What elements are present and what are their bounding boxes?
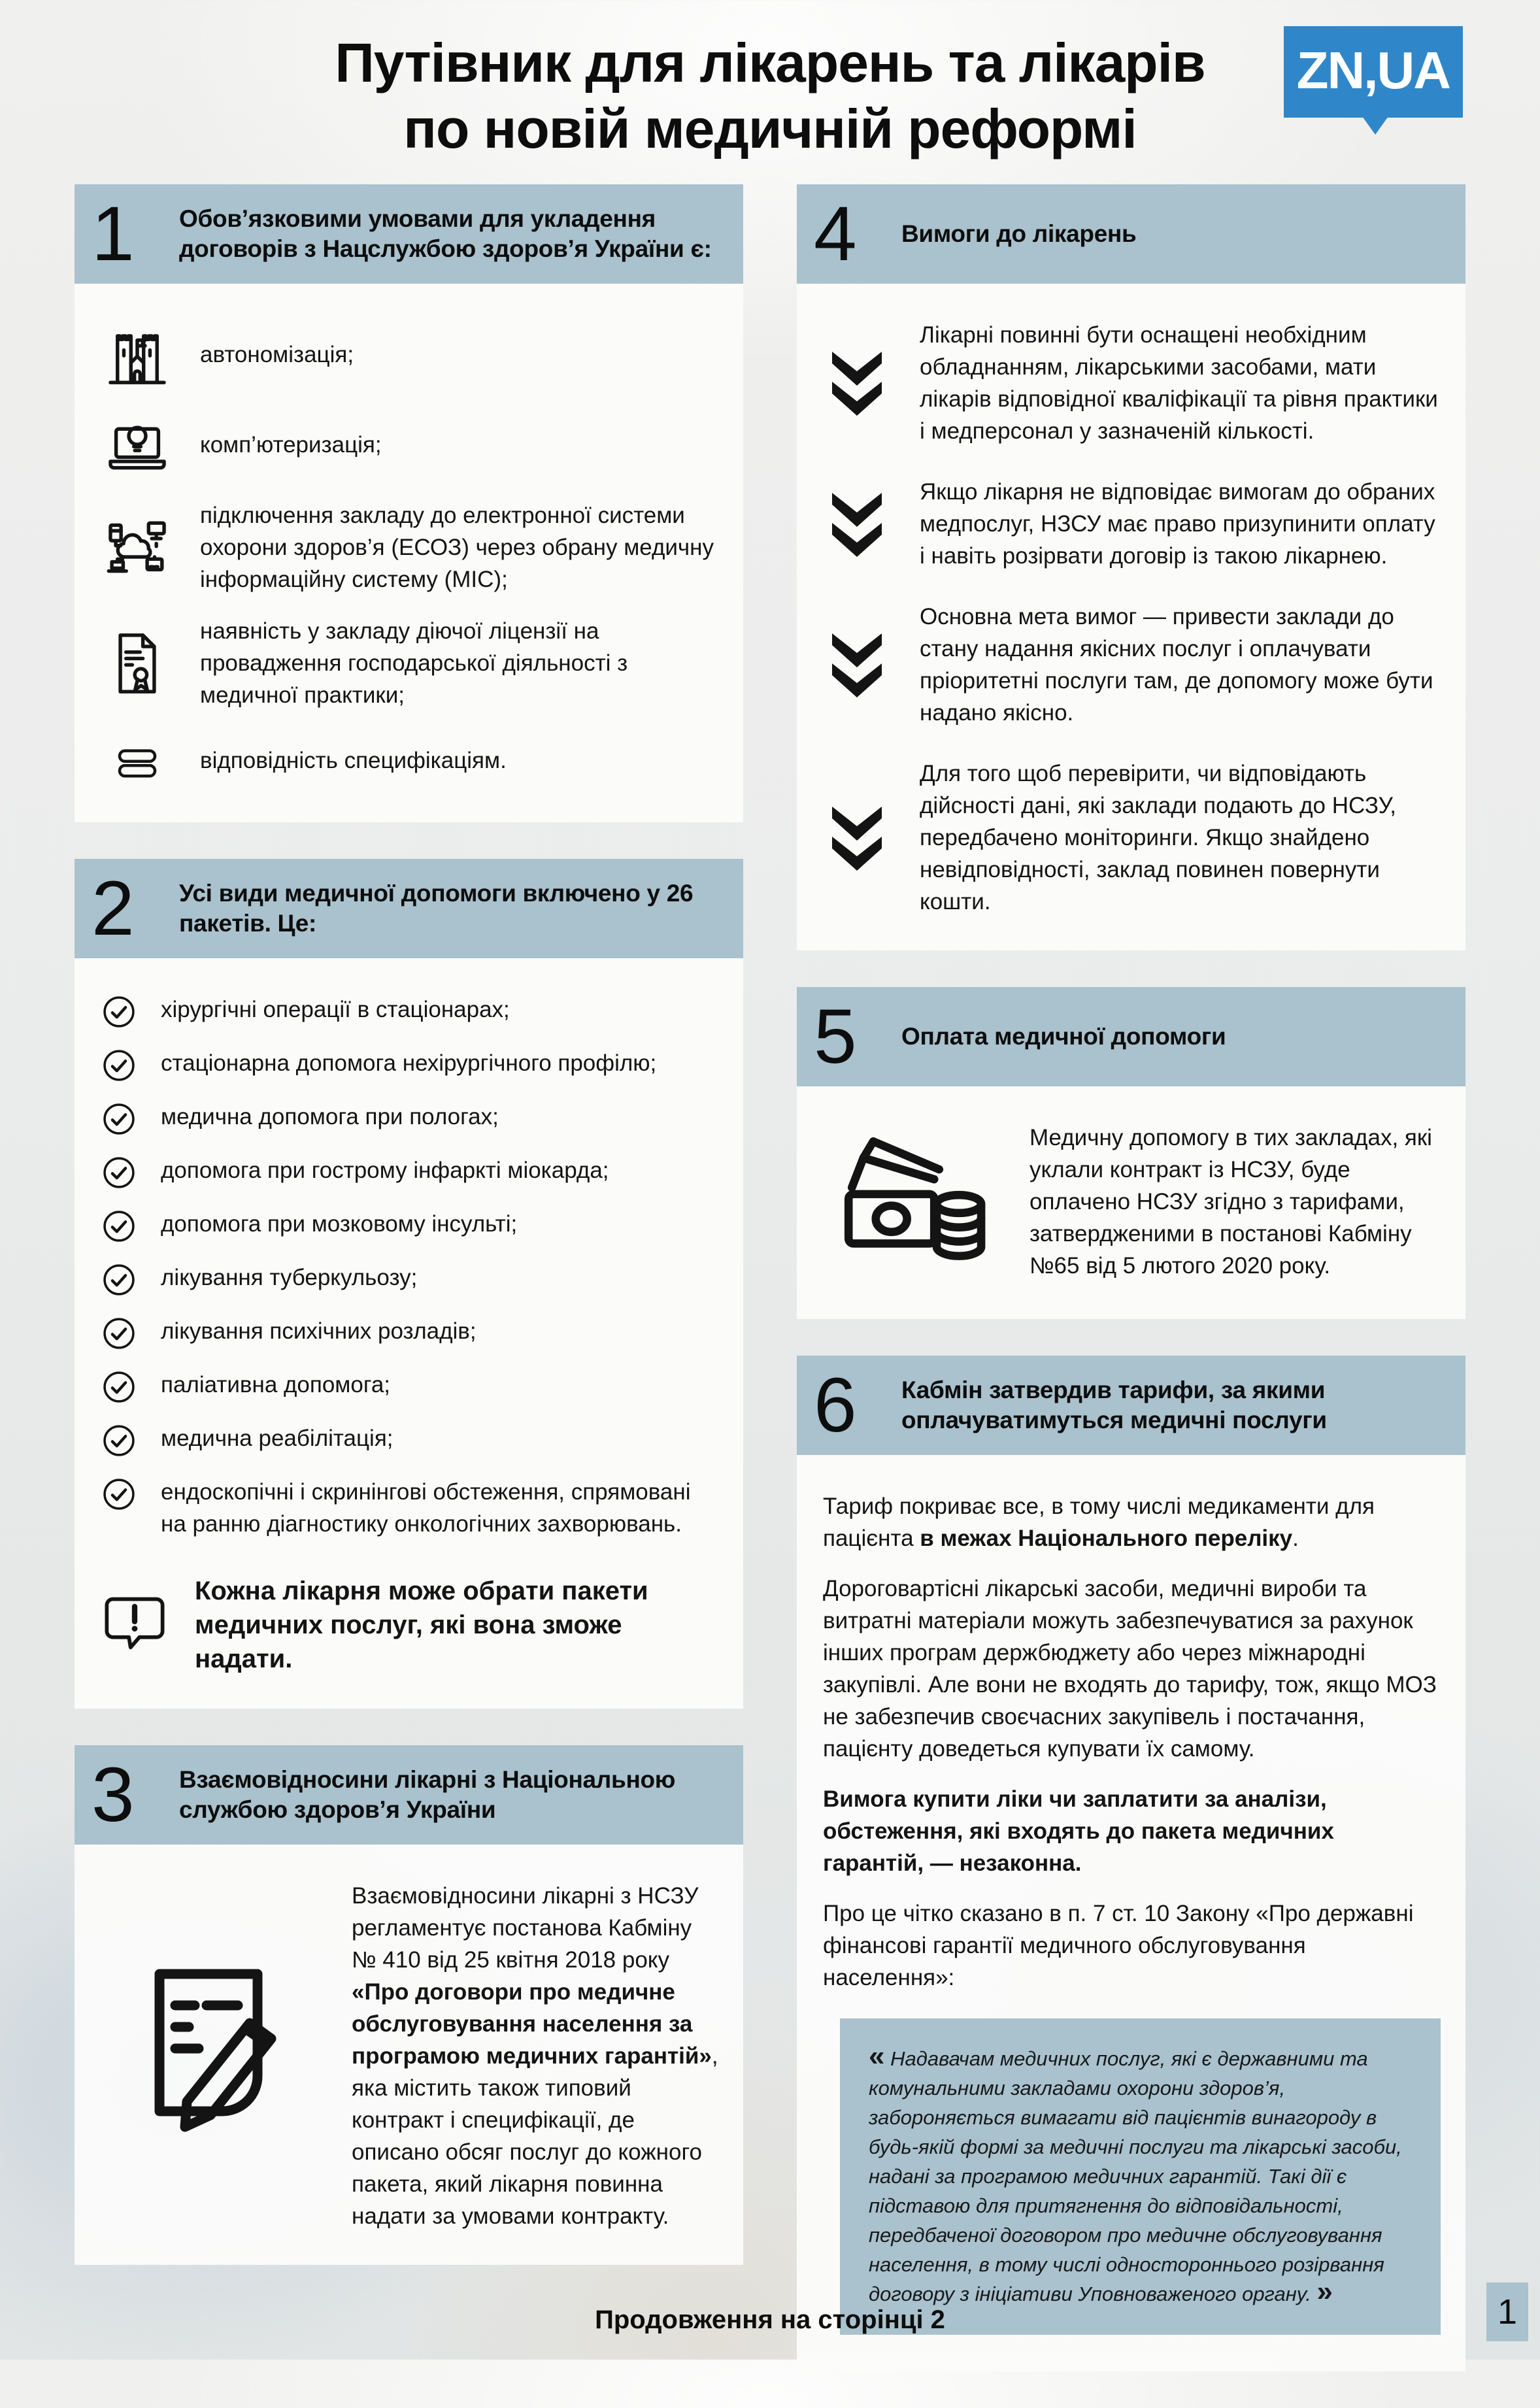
text-segment: Тариф покриває все, в тому числі медикаменти для пацієнта — [823, 1494, 1375, 1551]
list-item-text: медична допомога при пологах; — [161, 1104, 499, 1129]
list-item-text: допомога при мозковому інсульті; — [161, 1211, 518, 1237]
list-item — [101, 994, 718, 1030]
list-item-text: стаціонарна допомога нехірургічного профілю; — [161, 1050, 657, 1076]
check-circle-icon — [101, 1154, 139, 1191]
list-item — [101, 319, 718, 390]
list-item — [101, 1422, 718, 1459]
section-number: 6 — [814, 1362, 857, 1448]
right-column — [797, 184, 1465, 2408]
list-item — [101, 409, 718, 480]
section-1-body — [75, 284, 743, 822]
section-number: 1 — [92, 190, 135, 277]
footer-continuation-note: Продовження на сторінці 2 — [595, 2305, 945, 2334]
list-item — [101, 1476, 718, 1540]
laptop-bulb-icon — [101, 409, 174, 480]
double-chevron-down-icon — [823, 628, 891, 701]
contract-pen-icon — [101, 1958, 328, 2154]
section-4-body — [797, 284, 1465, 950]
list-item — [101, 1154, 718, 1191]
list-item-text: відповідність специфікаціям. — [200, 747, 507, 773]
section-4 — [797, 184, 1465, 950]
section-5 — [797, 987, 1465, 1319]
list-item — [101, 1208, 718, 1245]
left-column — [75, 184, 743, 2301]
list-item-text: лікування психічних розладів; — [161, 1318, 477, 1344]
section-number: 5 — [814, 993, 857, 1080]
list-item-text: медична реабілітація; — [161, 1426, 393, 1451]
section-title: Кабмін затвердив тарифи, за якими оплачуватимуться медичні послуги — [901, 1377, 1327, 1433]
text-segment: . — [1292, 1526, 1299, 1551]
list-item-text: допомога при гострому інфаркті міокарда; — [161, 1158, 609, 1183]
double-chevron-down-icon — [823, 488, 891, 561]
paragraph: Про це чітко сказано в п. 7 ст. 10 Закону «Про державні фінансові гарантії медичного обслуговування населення»: — [823, 1901, 1414, 1990]
section-3 — [75, 1745, 743, 2265]
section-5-text: Медичну допомогу в тих закладах, які уклали контракт із НСЗУ, буде оплачено НСЗУ згідно з тарифами, затвердженими в постанові Кабміну №65 від 5 лютого 2020 року. — [1029, 1125, 1432, 1279]
text-segment: , яка містить також типовий контракт і специфікації, де описано обсяг послуг до кожного пакета, який лікарня повинна надати за умовами контракту. — [352, 2043, 718, 2229]
list-item — [101, 1262, 718, 1298]
section-title: Взаємовідносини лікарні з Національною службою здоров’я України — [179, 1766, 676, 1823]
text-segment-bold: в межах Національного переліку — [920, 1526, 1293, 1551]
list-item-text: Лікарні повинні бути оснащені необхідним обладнанням, лікарськими засобами, мати лікарів відповідної кваліфікації та рівня практики і медперсонал у зазначеній кількості. — [920, 322, 1438, 444]
list-item-text: Якщо лікарня не відповідає вимогам до обраних медпослуг, НЗСУ має право призупинити оплату і навіть розірвати договір із такою лікарнею. — [920, 479, 1435, 569]
section-2-body — [75, 958, 743, 1709]
section-number: 3 — [92, 1751, 135, 1838]
section-title: Оплата медичної допомоги — [901, 1023, 1226, 1050]
list-item-text: Для того щоб перевірити, чи відповідають дійсності дані, які заклади подають до НСЗУ, передбачено моніторинги. Якщо знайдено невідповідності, заклад повинен повернути кошти. — [920, 761, 1396, 914]
page-title-line2: по новій медичній реформі — [403, 97, 1137, 159]
quote-close-mark: » — [1316, 2275, 1333, 2307]
quote-open-mark: « — [869, 2040, 885, 2072]
check-circle-icon — [101, 1422, 139, 1459]
list-item-text: автономізація; — [200, 341, 354, 367]
castle-icon — [101, 319, 174, 390]
license-icon — [101, 628, 174, 699]
note-text: Кожна лікарня може обрати пакети медичних послуг, які вона зможе надати. — [195, 1577, 648, 1673]
check-circle-icon — [101, 1262, 139, 1298]
page-title — [170, 30, 1370, 162]
double-chevron-down-icon — [823, 346, 891, 420]
zn-ua-logo — [1284, 26, 1463, 118]
section-number: 2 — [92, 865, 135, 952]
check-circle-icon — [101, 1208, 139, 1245]
network-cloud-icon — [101, 512, 174, 583]
section-2 — [75, 859, 743, 1709]
section-number: 4 — [814, 190, 857, 277]
check-circle-icon — [101, 994, 139, 1030]
section-4-header — [797, 184, 1465, 284]
quote-text: Надавачам медичних послуг, які є державними та комунальними закладами охорони здоров’я, забороняється вимагати від пацієнтів винагороду в будь-якій формі за медичні послуги та лікарські засоби, надані за програмою медичних гарантій. Такі дії є підставою для притягнення до відповідальності, передбаченої договором про медичне обслуговування населення, в тому числі одностороннього розірвання договору з ініціативи Уповноваженого органу. — [869, 2047, 1402, 2305]
page-title-line1: Путівник для лікарень та лікарів — [335, 32, 1205, 93]
list-item — [101, 615, 718, 711]
stack-icon — [101, 731, 174, 790]
law-quote-block — [840, 2018, 1441, 2335]
list-item — [101, 499, 718, 595]
section-3-header — [75, 1745, 743, 1845]
section-title: Усі види медичної допомоги включено у 26 пакетів. Це: — [179, 880, 694, 937]
paragraph — [823, 1490, 1441, 1554]
list-item-text: лікування туберкульозу; — [161, 1265, 418, 1290]
check-circle-icon — [101, 1315, 139, 1352]
section-6 — [797, 1356, 1465, 2371]
section-1-header — [75, 184, 743, 284]
zn-ua-logo-box: ZN,UA — [1284, 26, 1463, 118]
page-number-badge: 1 — [1486, 2283, 1528, 2341]
list-item-text: підключення закладу до електронної системи охорони здоров’я (ЕСОЗ) через обрану медичну інформаційну систему (МІС); — [200, 503, 714, 592]
header — [0, 0, 1540, 184]
section-5-header — [797, 987, 1465, 1086]
list-item-text: паліативна допомога; — [161, 1372, 391, 1397]
content-columns — [0, 184, 1540, 2408]
check-circle-icon — [101, 1476, 139, 1513]
money-icon — [823, 1122, 1006, 1286]
text-segment-bold: «Про договори про медичне обслуговування населення за програмою медичних гарантій» — [352, 1979, 712, 2069]
list-item-text: ендоскопічні і скринінгові обстеження, спрямовані на ранню діагностику онкологічних захворювань. — [161, 1479, 691, 1537]
list-item-text: хірургічні операції в стаціонарах; — [161, 997, 510, 1022]
section-1 — [75, 184, 743, 822]
double-chevron-down-icon — [823, 801, 891, 875]
check-circle-icon — [101, 1101, 139, 1137]
list-item-text: Основна мета вимог — привести заклади до стану надання якісних послуг і оплачувати пріоритетні послуги там, де допомогу може бути надано якісно. — [920, 604, 1433, 726]
note-callout — [101, 1574, 718, 1676]
paragraph: Дороговартісні лікарські засоби, медичні вироби та витратні матеріали можуть забезпечуватися за рахунок інших програм держбюджету або через міжнародні закупівлі. Але вони не входять до тарифу, тож, якщо МОЗ не забезпечив своєчасних закупівель і постачання, пацієнту доведеться купувати їх самому. — [823, 1576, 1437, 1762]
section-2-header — [75, 859, 743, 958]
text-segment: Взаємовідносини лікарні з НСЗУ регламентує постанова Кабміну № 410 від 25 квітня 2018 року — [352, 1883, 699, 1973]
section-6-body — [797, 1455, 1465, 2371]
check-circle-icon — [101, 1369, 139, 1405]
section-3-body — [75, 1845, 743, 2265]
paragraph-bold: Вимога купити ліки чи заплатити за аналізи, обстеження, які входять до пакета медичних гарантій, — незаконна. — [823, 1786, 1334, 1876]
section-title: Обов’язковими умовами для укладення договорів з Нацслужбою здоров’я України є: — [179, 205, 712, 262]
check-circle-icon — [101, 1047, 139, 1084]
list-item-text: комп’ютеризація; — [200, 431, 382, 458]
section-3-text — [352, 1880, 718, 2232]
list-item — [823, 319, 1441, 447]
list-item — [101, 1369, 718, 1405]
section-title: Вимоги до лікарень — [901, 220, 1137, 248]
alert-bubble-icon — [101, 1591, 171, 1659]
list-item — [823, 476, 1441, 572]
list-item-text: наявність у закладу діючої ліцензії на провадження господарської діяльності з медичної практики; — [200, 618, 628, 708]
list-item — [101, 731, 718, 790]
list-item — [823, 758, 1441, 918]
list-item — [823, 601, 1441, 729]
section-5-body — [797, 1086, 1465, 1319]
list-item — [101, 1047, 718, 1084]
list-item — [101, 1101, 718, 1137]
section-6-header — [797, 1356, 1465, 1455]
list-item — [101, 1315, 718, 1352]
